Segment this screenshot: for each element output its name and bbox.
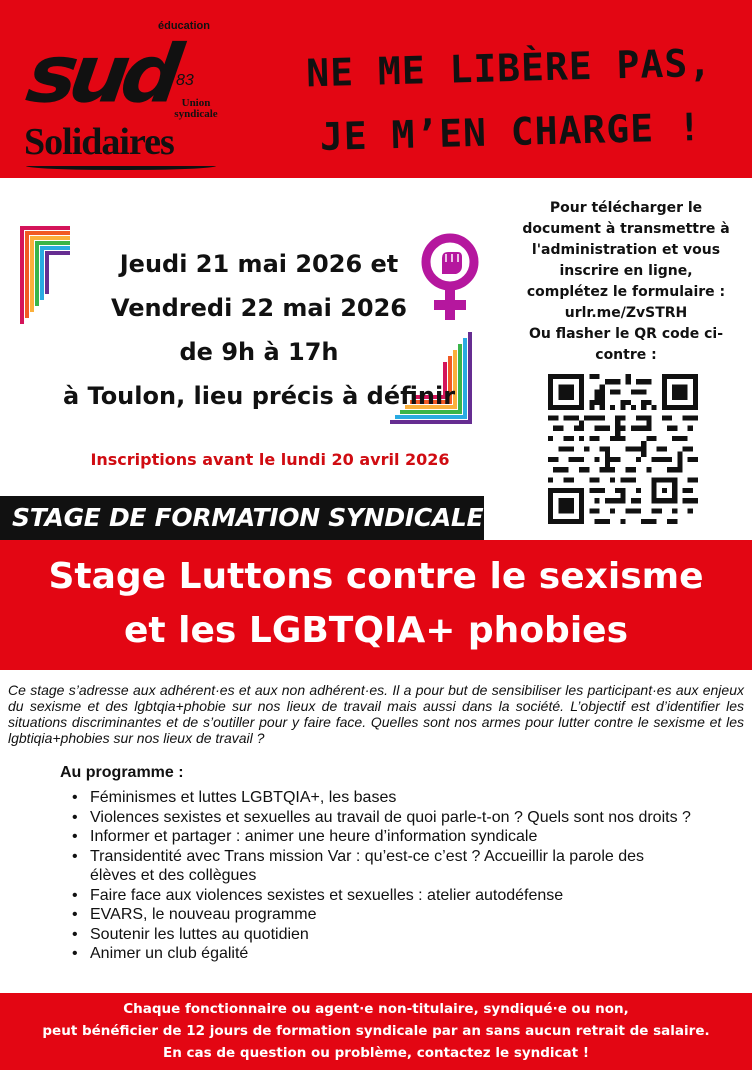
download-line-3: l'administration et vous	[531, 242, 721, 258]
download-line-8: contre :	[595, 347, 657, 363]
stage-label: STAGE DE FORMATION SYNDICALE	[0, 496, 484, 540]
logo-swoosh	[26, 162, 216, 170]
programme-list	[72, 788, 692, 964]
download-line-7: Ou flasher le QR code ci-	[528, 326, 724, 342]
download-line-2: document à transmettre à	[522, 221, 730, 237]
stage-title	[0, 550, 752, 658]
header-banner	[0, 0, 752, 178]
footer-banner	[0, 993, 752, 1070]
programme-item: • Animer un club égalité	[72, 944, 692, 964]
stage-title-line-1: Stage Luttons contre le sexisme	[48, 556, 704, 597]
sud-solidaires-logo	[18, 14, 224, 174]
programme-item: • Transidentité avec Trans mission Var : qu’est-ce c’est ? Accueillir la parole des élèves et des collègues	[72, 847, 692, 886]
event-line-1: Jeudi 21 mai 2026 et	[119, 250, 399, 278]
logo-education-text: éducation	[158, 20, 210, 32]
programme-item: • Violences sexistes et sexuelles au travail de quoi parle-t-on ? Quels sont nos droits ?	[72, 808, 692, 828]
logo-dept-number: 83	[176, 72, 194, 89]
slogan-line-1: NE ME LIBÈRE PAS,	[305, 40, 713, 96]
footer-line-2: peut bénéficier de 12 jours de formation syndicale par an sans aucun retrait de salaire.	[42, 1023, 710, 1039]
footer-line-1: Chaque fonctionnaire ou agent·e non-titulaire, syndiqué·e ou non,	[123, 1001, 629, 1017]
programme-item: • Soutenir les luttes au quotidien	[72, 925, 692, 945]
programme-title: Au programme :	[60, 764, 184, 781]
slogan-line-2: JE M’EN CHARGE !	[319, 104, 703, 159]
event-line-3: de 9h à 17h	[179, 338, 339, 366]
programme-item: • EVARS, le nouveau programme	[72, 905, 692, 925]
download-line-5: complétez le formulaire :	[526, 284, 726, 300]
registration-deadline: Inscriptions avant le lundi 20 avril 2026	[90, 450, 450, 469]
download-line-1: Pour télécharger le	[549, 200, 703, 216]
programme-item: • Informer et partager : animer une heure d’information syndicale	[72, 827, 692, 847]
logo-solidaires-text: Solidaires	[24, 121, 174, 163]
download-line-4: inscrire en ligne,	[559, 263, 693, 279]
footer-line-3: En cas de question ou problème, contactez le syndicat !	[163, 1045, 589, 1061]
programme-item: • Faire face aux violences sexistes et sexuelles : atelier autodéfense	[72, 886, 692, 906]
download-url[interactable]: urlr.me/ZvSTRH	[564, 305, 688, 321]
qr-code[interactable]	[548, 374, 698, 524]
event-line-2: Vendredi 22 mai 2026	[110, 294, 407, 322]
slogan	[288, 30, 731, 169]
event-line-4: à Toulon, lieu précis à définir	[62, 382, 456, 410]
stage-title-line-2: et les LGBTQIA+ phobies	[124, 610, 628, 651]
title-band	[0, 540, 752, 670]
logo-sud-text: sud	[21, 27, 181, 121]
intro-paragraph: Ce stage s’adresse aux adhérent·es et aux non adhérent·es. Il a pour but de sensibiliser les participant·es aux enjeux du sexisme et des lgbtqia+phobie sur nos lieux de travail mais aussi dans la société. L’objectif est d’identifier les situations discriminantes et de s’outiller pour y faire face. Quelles sont nos armes pour lutter contre le sexisme et les lgbtiqia+phobies sur nos lieux de travail ?	[8, 682, 744, 746]
logo-union-text: Union syndicale	[174, 97, 218, 120]
programme-item: • Féminismes et luttes LGBTQIA+, les bases	[72, 788, 692, 808]
event-dates	[60, 242, 458, 418]
download-instructions	[516, 198, 736, 366]
